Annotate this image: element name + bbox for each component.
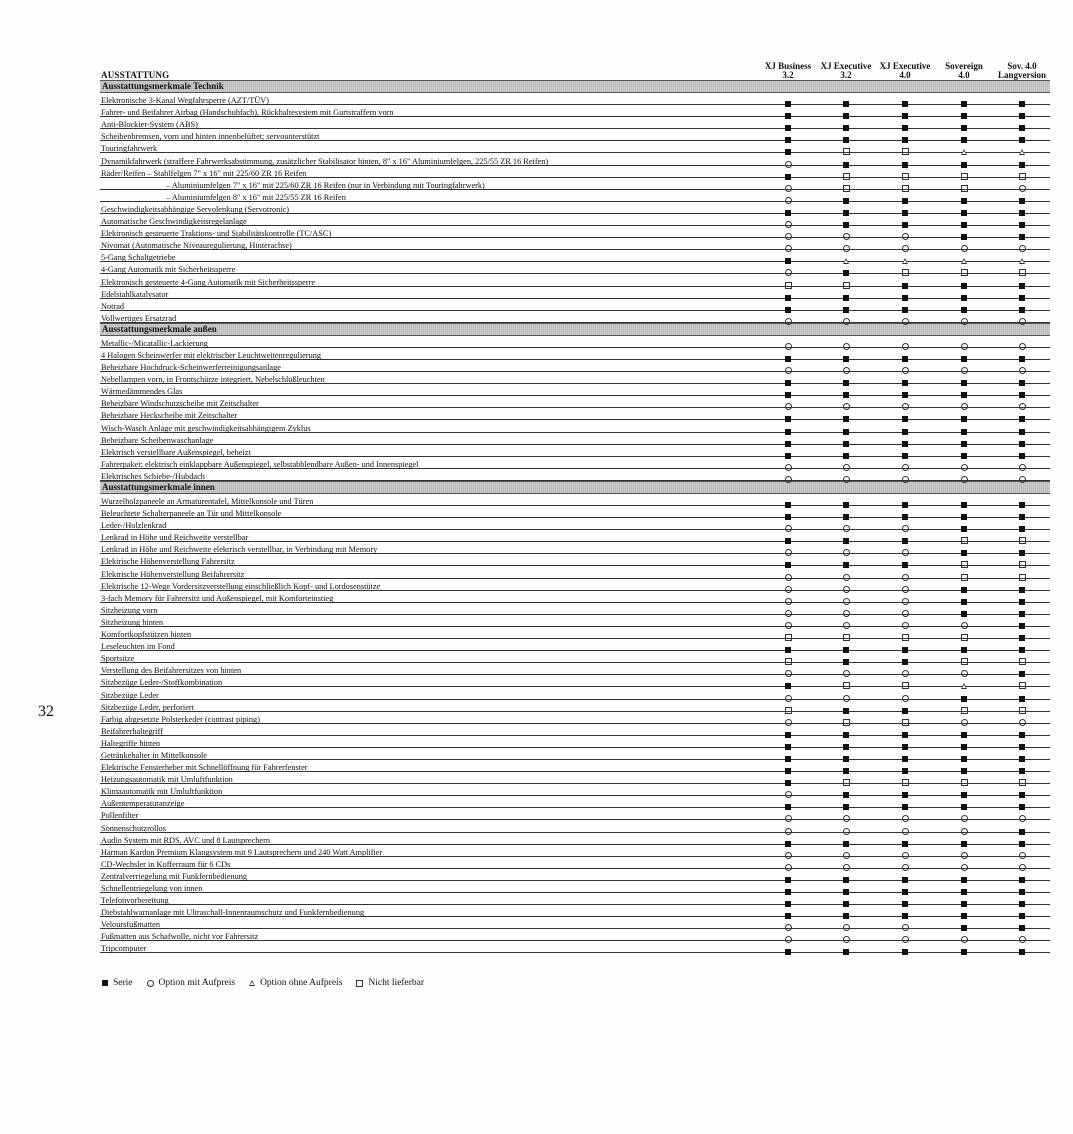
feature-label: Beheizbare Hochdruck-Scheinwerferreinigungsanlage — [101, 363, 281, 373]
feature-label: Fahrer- und Beifahrer Airbag (Handschuhfach), Rückhaltesystem mit Gurtstraffern vorn — [101, 108, 394, 118]
column-header-model: XJ Executive — [820, 61, 872, 71]
availability-cell — [841, 318, 851, 327]
feature-label: Elektrische Höhenverstellung Fahrersitz — [101, 557, 235, 567]
table-row — [100, 542, 1050, 554]
table-row — [100, 178, 1050, 190]
feature-label: Fahrerpaket: elektrisch einklappbare Außenspiegel, selbstabblendbare Außen- und Innenspiegel — [101, 459, 419, 469]
table-row — [100, 287, 1050, 299]
table-row — [100, 639, 1050, 651]
feature-label: Klimaautomatik mit Umluftfunktion — [101, 787, 223, 797]
feature-label: – Aluminiumfelgen 7" x 16" mit 225/60 ZR 16 Reifen (nur in Verbindung mit Touringfahrwerk) — [166, 180, 485, 190]
legend-label: Serie — [113, 978, 133, 988]
equipment-table — [100, 58, 1050, 953]
feature-label: Elektronische 3-Kanal Wegfahrsperre (AZT/TÜV) — [101, 96, 270, 106]
feature-label: 4-Gang Automatik mit Sicherheitssperre — [101, 265, 236, 275]
table-row — [100, 591, 1050, 603]
serie-symbol-icon — [843, 949, 849, 955]
serie-symbol-icon — [785, 949, 791, 955]
legend-item — [102, 978, 133, 988]
table-row — [100, 796, 1050, 808]
availability-cell — [783, 476, 793, 485]
legend-label: Option ohne Aufpreis — [260, 978, 343, 988]
table-row — [100, 105, 1050, 117]
availability-cell — [959, 318, 969, 327]
availability-cell — [959, 949, 969, 957]
table-row — [100, 469, 1050, 481]
feature-label: Harman Kardon Premium Klangsystem mit 9 Lautsprechern und 240 Watt Amplifier — [101, 847, 383, 857]
feature-label: Telefonvorbereitung — [101, 896, 169, 906]
feature-label: Beheizbare Scheibenwaschanlage — [101, 435, 214, 445]
feature-label: Leder-/Holzlenkrad — [101, 521, 167, 531]
availability-cell — [900, 949, 910, 957]
table-row — [100, 420, 1050, 432]
table-row — [100, 687, 1050, 699]
feature-label: Sitzheizung hinten — [101, 617, 163, 627]
nicht-lieferbar-symbol-icon — [356, 980, 363, 987]
legend-item — [356, 978, 424, 988]
feature-label: Nebellampen vorn, in Frontschürze integriert, Nebelschlußleuchten — [101, 375, 325, 385]
feature-label: Scheibenbremsen, vorn und hinten innenbelüftet; servounterstützt — [101, 132, 320, 142]
table-row — [100, 929, 1050, 941]
table-row — [100, 808, 1050, 820]
table-row — [100, 311, 1050, 323]
table-row — [100, 372, 1050, 384]
column-header-variant: 3.2 — [840, 70, 852, 80]
column-header-variant: 3.2 — [782, 70, 794, 80]
option-aufpreis-symbol-icon — [785, 318, 792, 325]
table-row — [100, 153, 1050, 165]
feature-label: Räder/Reifen – Stahlfelgen 7" x 16" mit 225/60 ZR 16 Reifen — [101, 168, 307, 178]
table-row — [100, 941, 1050, 953]
table-row — [100, 772, 1050, 784]
table-row — [100, 274, 1050, 286]
feature-label: Edelstahlkatalysator — [101, 289, 169, 299]
table-title: AUSSTATTUNG — [101, 70, 170, 80]
availability-cell — [1017, 318, 1027, 327]
feature-label: Elektrisches Schiebe-/Hubdach — [101, 471, 205, 481]
table-row — [100, 603, 1050, 615]
feature-label: Metallic-/Micatallic-Lackierung — [101, 338, 208, 348]
table-row — [100, 433, 1050, 445]
feature-label: Komfortkopfstützen hinten — [101, 630, 192, 640]
table-row — [100, 408, 1050, 420]
feature-label: Dynamikfahrwerk (straffere Fahrwerksabstimmung, zusätzlicher Stabilisator hinten, 8" x 16" Aluminiumfelgen, 225/55 ZR 16 Reifen) — [101, 156, 549, 166]
table-row — [100, 700, 1050, 712]
table-row — [100, 905, 1050, 917]
column-header — [987, 62, 1057, 80]
table-row — [100, 238, 1050, 250]
table-row — [100, 299, 1050, 311]
feature-label: Sitzbezüge Leder, perforiert — [101, 702, 194, 712]
feature-label: Elektronisch gesteuerte 4-Gang Automatik mit Sicherheitssperre — [101, 277, 316, 287]
feature-label: Sitzbezüge Leder-/Stoffkombination — [101, 678, 223, 688]
legend-item — [249, 978, 342, 988]
table-row — [100, 663, 1050, 675]
feature-label: Beifahrerhaltegriff — [101, 726, 164, 736]
feature-label: Heizungsautomatik mit Umluftfunktion — [101, 775, 233, 785]
option-aufpreis-symbol-icon — [843, 476, 850, 483]
table-row — [100, 869, 1050, 881]
table-row — [100, 627, 1050, 639]
feature-label: Getränkehalter in Mittelkonsole — [101, 750, 207, 760]
feature-label: Automatische Geschwindigkeitsregelanlage — [101, 217, 247, 227]
feature-label: Anti-Blockier-System (ABS) — [101, 120, 198, 130]
table-row — [100, 457, 1050, 469]
feature-label: Elektrische Höhenverstellung Beifahrersitz — [101, 569, 245, 579]
legend-label: Option mit Aufpreis — [158, 978, 236, 988]
table-row — [100, 384, 1050, 396]
feature-label: CD-Wechsler in Kofferraum für 6 CDs — [101, 859, 231, 869]
table-row — [100, 360, 1050, 372]
feature-label: Wisch-Wasch Anlage mit geschwindigkeitsabhängigem Zyklus — [101, 423, 311, 433]
option-aufpreis-symbol-icon — [902, 318, 909, 325]
feature-label: 3-fach Memory für Fahrersitz und Außenspiegel, mit Komforteinstieg — [101, 593, 334, 603]
table-row — [100, 651, 1050, 663]
table-row — [100, 250, 1050, 262]
feature-label: Pollenfilter — [101, 811, 139, 821]
feature-label: Außentemperaturanzeige — [101, 799, 185, 809]
table-row — [100, 348, 1050, 360]
feature-label: Sitzbezüge Leder — [101, 690, 159, 700]
table-row — [100, 845, 1050, 857]
serie-symbol-icon — [961, 949, 967, 955]
feature-label: Leseleuchten im Fond — [101, 642, 175, 652]
option-aufpreis-symbol-icon — [961, 318, 968, 325]
table-row — [100, 579, 1050, 591]
feature-label: 4 Halogen Scheinwerfer mit elektrischer Leuchtweitenregulierung — [101, 350, 322, 360]
table-row — [100, 675, 1050, 687]
availability-cell — [959, 476, 969, 485]
feature-label: Diebstahlwarnanlage mit Ultraschall-Innenraumschutz und Funkfernbedienung — [101, 908, 365, 918]
feature-label: Schnellentriegelung von innen — [101, 884, 203, 893]
table-row — [100, 881, 1050, 893]
table-row — [100, 93, 1050, 105]
table-row — [100, 396, 1050, 408]
feature-label: Tripcomputer — [101, 944, 147, 954]
feature-label: Wurzelholzpaneele an Armaturentafel, Mittelkonsole und Türen — [101, 497, 314, 506]
table-row — [100, 615, 1050, 627]
availability-cell — [900, 318, 910, 327]
table-row — [100, 712, 1050, 724]
table-row — [100, 494, 1050, 506]
column-header-model: Sov. 4.0 — [1007, 61, 1037, 71]
feature-label: Nivomat (Automatische Niveauregulierung, Hinterachse) — [101, 241, 292, 251]
feature-label: Beheizbare Heckscheibe mit Zeitschalter — [101, 411, 238, 421]
column-header-variant: 4.0 — [958, 70, 970, 80]
column-header-model: XJ Business — [764, 61, 812, 71]
feature-label: Lenkrad in Höhe und Reichweite elektrisch verstellbar, in Verbindung mit Memory — [101, 545, 378, 555]
feature-label: Sitzheizung vorn — [101, 605, 158, 615]
feature-label: Elektrisch verstellbare Außenspiegel, beheizt — [101, 447, 251, 457]
table-row — [100, 445, 1050, 457]
column-header-variant: Langversion — [997, 70, 1046, 80]
table-row — [100, 554, 1050, 566]
feature-label: Elektrische Fensterheber mit Schnellöffnung für Fahrerfenster — [101, 763, 308, 773]
availability-cell — [900, 476, 910, 485]
column-header-model: Sovereign — [945, 61, 983, 71]
feature-label: Geschwindigkeitsabhängige Servolenkung (Servotronic) — [101, 204, 290, 214]
section-header: Ausstattungsmerkmale innen — [100, 481, 1050, 494]
availability-cell — [783, 318, 793, 327]
legend-label: Nicht lieferbar — [368, 978, 425, 988]
column-header-variant: 4.0 — [899, 70, 911, 80]
table-row — [100, 724, 1050, 736]
table-row — [100, 166, 1050, 178]
table-row — [100, 566, 1050, 578]
availability-cell — [841, 949, 851, 957]
feature-label: Notrad — [101, 301, 125, 311]
option-aufpreis-symbol-icon — [1019, 476, 1026, 483]
feature-label: Fußmatten aus Schafwolle, nicht vor Fahrersitz — [101, 932, 259, 942]
option-aufpreis-symbol-icon — [961, 476, 968, 483]
availability-cell — [841, 476, 851, 485]
feature-label: Elektrische 12-Wege Vordersitzverstellung einschließlich Kopf- und Lordosenstütze — [101, 581, 381, 591]
availability-cell — [1017, 949, 1027, 957]
section-header: Ausstattungsmerkmale außen — [100, 323, 1050, 336]
feature-label: Beleuchtete Schalterpaneele an Tür und Mittelkonsole — [101, 509, 282, 519]
table-row — [100, 748, 1050, 760]
table-header — [100, 58, 1050, 80]
feature-label: – Aluminiumfelgen 8" x 16" mit 225/55 ZR 16 Reifen — [166, 192, 346, 202]
table-row — [100, 530, 1050, 542]
table-row — [100, 760, 1050, 772]
option-aufpreis-symbol-icon — [902, 476, 909, 483]
serie-symbol-icon — [902, 949, 908, 955]
table-row — [100, 226, 1050, 238]
option-aufpreis-symbol-icon — [147, 980, 154, 987]
table-row — [100, 336, 1050, 348]
page-number: 32 — [38, 703, 54, 720]
option-ohne-aufpreis-symbol-icon — [249, 980, 255, 986]
table-row — [100, 262, 1050, 274]
availability-cell — [1017, 476, 1027, 485]
table-row — [100, 190, 1050, 202]
table-row — [100, 833, 1050, 845]
feature-label: Sonnenschutzrollos — [101, 823, 166, 833]
table-row — [100, 214, 1050, 226]
option-aufpreis-symbol-icon — [843, 318, 850, 325]
serie-symbol-icon — [1019, 949, 1025, 955]
table-row — [100, 917, 1050, 929]
table-row — [100, 736, 1050, 748]
feature-label: Haltegriffe hinten — [101, 738, 161, 748]
availability-cell — [783, 949, 793, 957]
feature-label: Vollwertiges Ersatzrad — [101, 313, 177, 323]
feature-label: Zentralverriegelung mit Funkfernbedienung — [101, 871, 248, 881]
column-header-model: XJ Executive — [879, 61, 931, 71]
feature-label: Sportsitze — [101, 654, 135, 664]
feature-label: Touringfahrwerk — [101, 144, 158, 154]
feature-label: Audio System mit RDS, AVC und 8 Lautsprechern — [101, 835, 271, 845]
section-header: Ausstattungsmerkmale Technik — [100, 80, 1050, 93]
table-row — [100, 129, 1050, 141]
feature-label: Lenkrad in Höhe und Reichweite verstellbar — [101, 533, 249, 543]
table-row — [100, 202, 1050, 214]
table-row — [100, 893, 1050, 905]
table-row — [100, 857, 1050, 869]
legend-item — [147, 978, 236, 988]
legend — [102, 978, 424, 988]
table-row — [100, 518, 1050, 530]
feature-label: Farbig abgesetzte Polsterkeder (contrast piping) — [101, 714, 260, 724]
table-row — [100, 141, 1050, 153]
feature-label: 5-Gang Schaltgetriebe — [101, 253, 176, 263]
serie-symbol-icon — [102, 980, 108, 986]
table-row — [100, 506, 1050, 518]
feature-label: Beheizbare Windschutzscheibe mit Zeitschalter — [101, 399, 259, 409]
feature-label: Verstellung des Beifahrersitzes von hinten — [101, 666, 242, 676]
table-row — [100, 820, 1050, 832]
option-aufpreis-symbol-icon — [1019, 318, 1026, 325]
feature-label: Veloursfußmatten — [101, 920, 160, 930]
table-row — [100, 784, 1050, 796]
table-row — [100, 117, 1050, 129]
option-aufpreis-symbol-icon — [785, 476, 792, 483]
feature-label: Elektronisch gesteuerte Traktions- und Stabilitätskontrolle (TC/ASC) — [101, 229, 332, 239]
feature-label: Wärmedämmendes Glas — [101, 387, 183, 397]
